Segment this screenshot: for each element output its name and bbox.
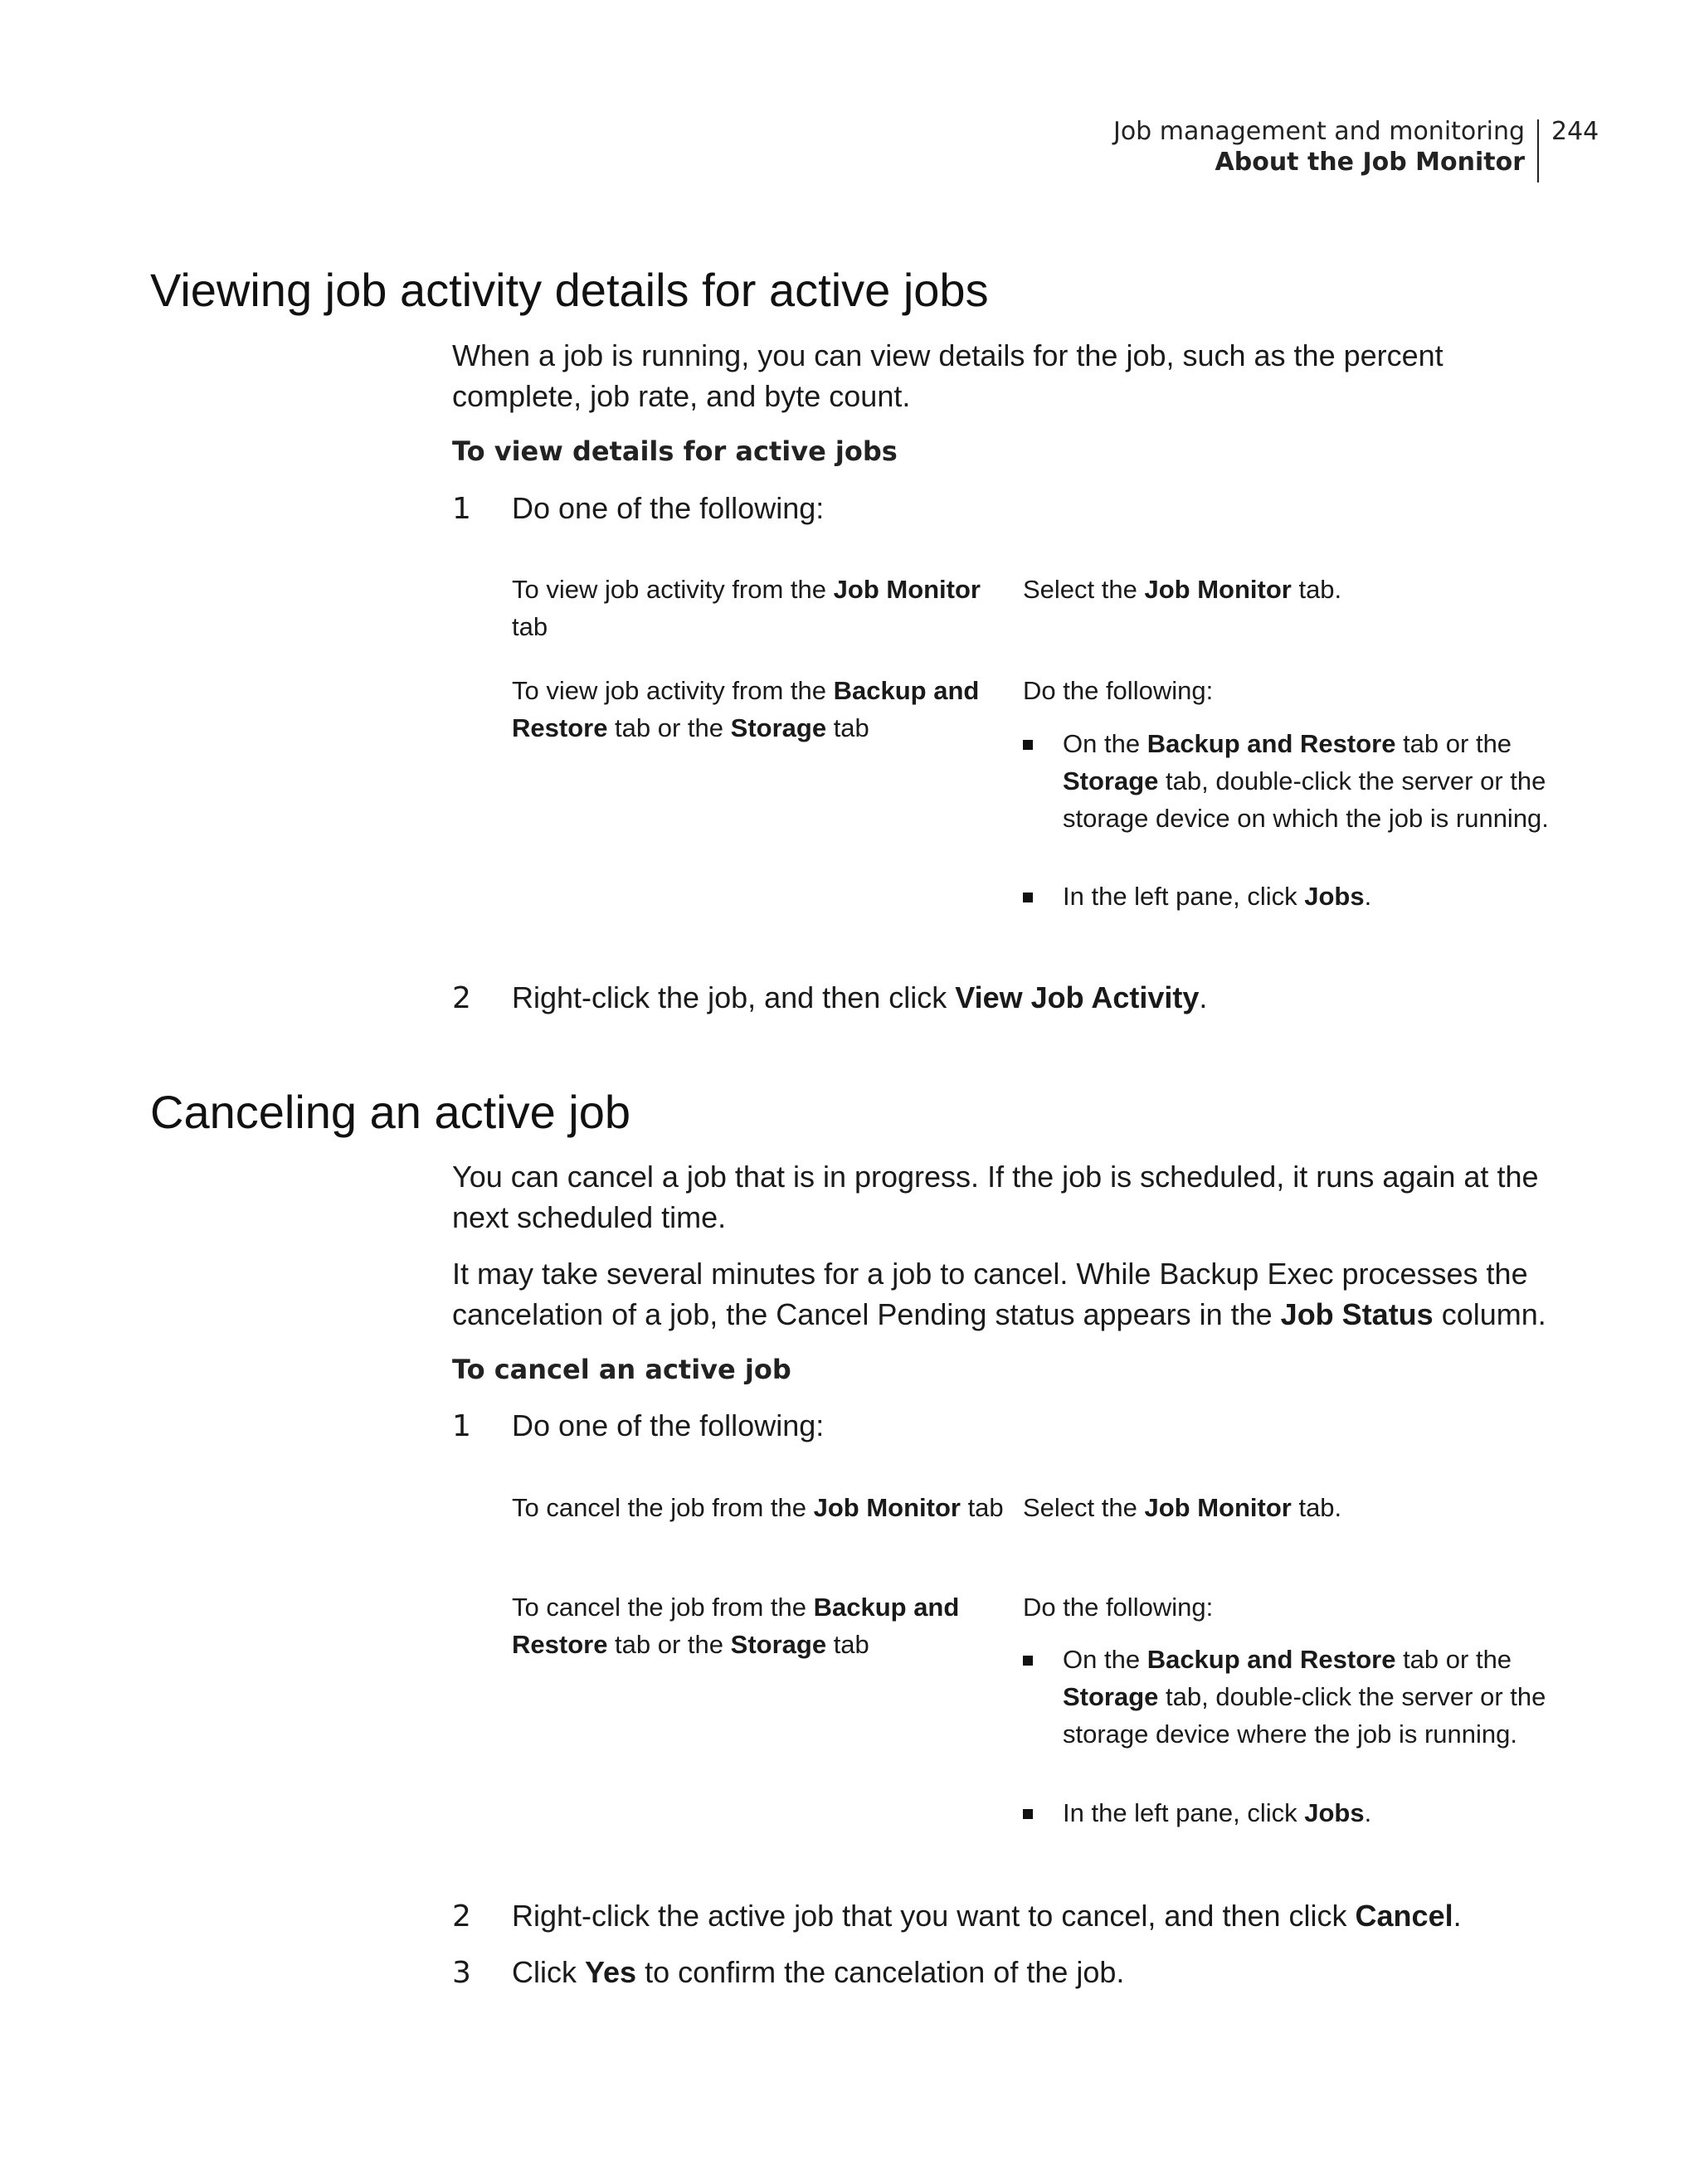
- running-header: [1113, 116, 1525, 178]
- cancel-row1-condition: To cancel the job from the Job Monitor tab: [512, 1493, 1004, 1522]
- canceling-para-1: You can cancel a job that is in progress. If the job is scheduled, it runs again at the next scheduled time.: [452, 1160, 1539, 1234]
- bullet-square-icon: [1023, 740, 1033, 750]
- step-number: 2: [452, 981, 471, 1015]
- bullet-square-icon: [1023, 1656, 1033, 1666]
- step-text: Do one of the following:: [512, 1408, 825, 1442]
- cancel-step-2: 2 Right-click the active job that you want to cancel, and then click Cancel.: [452, 1895, 1462, 1937]
- heading-viewing-job-activity: Viewing job activity details for active jobs: [150, 264, 989, 316]
- view-row2-action-intro: Do the following:: [1023, 676, 1214, 705]
- list-item: In the left pane, click Jobs.: [1023, 878, 1554, 915]
- view-step-2: 2 Right-click the job, and then click View Job Activity.: [452, 977, 1207, 1019]
- bullet-square-icon: [1023, 893, 1033, 902]
- view-row1-action: Select the Job Monitor tab.: [1023, 575, 1342, 604]
- chapter-title: Job management and monitoring: [1112, 117, 1525, 146]
- cancel-step-3: 3 Click Yes to confirm the cancelation of the job.: [452, 1952, 1124, 1993]
- step-number: 3: [452, 1956, 471, 1990]
- page-number: 244: [1551, 117, 1599, 146]
- viewing-intro: When a job is running, you can view details for the job, such as the percent complete, job rate, and byte count.: [452, 338, 1443, 413]
- cancel-row2-condition: To cancel the job from the Backup and Restore tab or the Storage tab: [512, 1593, 960, 1659]
- cancel-row2-action-intro: Do the following:: [1023, 1593, 1214, 1622]
- procedure-title-cancel: To cancel an active job: [452, 1354, 791, 1385]
- bullet-square-icon: [1023, 1809, 1033, 1819]
- cancel-step-1: [452, 1405, 824, 1447]
- step-number: 1: [452, 492, 471, 526]
- step-text: Do one of the following:: [512, 491, 825, 525]
- list-item: On the Backup and Restore tab or the Storage tab, double-click the server or the storage device on which the job is running.: [1023, 725, 1554, 837]
- cancel-row1-action: Select the Job Monitor tab.: [1023, 1493, 1342, 1522]
- canceling-para-2: It may take several minutes for a job to cancel. While Backup Exec processes the cancelation of a job, the Cancel Pending status appears in the Job Status column.: [452, 1257, 1546, 1331]
- list-item: On the Backup and Restore tab or the Storage tab, double-click the server or the storage device where the job is running.: [1023, 1641, 1554, 1753]
- section-title: About the Job Monitor: [1215, 148, 1525, 177]
- header-divider: [1537, 119, 1539, 182]
- heading-canceling-active-job: Canceling an active job: [150, 1086, 631, 1138]
- list-item: In the left pane, click Jobs.: [1023, 1794, 1554, 1831]
- step-number: 1: [452, 1409, 471, 1443]
- view-row1-condition: To view job activity from the Job Monitor tab: [512, 575, 981, 641]
- procedure-title-view: To view details for active jobs: [452, 435, 898, 467]
- view-step-1: [452, 488, 824, 529]
- view-row2-condition: To view job activity from the Backup and Restore tab or the Storage tab: [512, 676, 980, 742]
- step-number: 2: [452, 1899, 471, 1933]
